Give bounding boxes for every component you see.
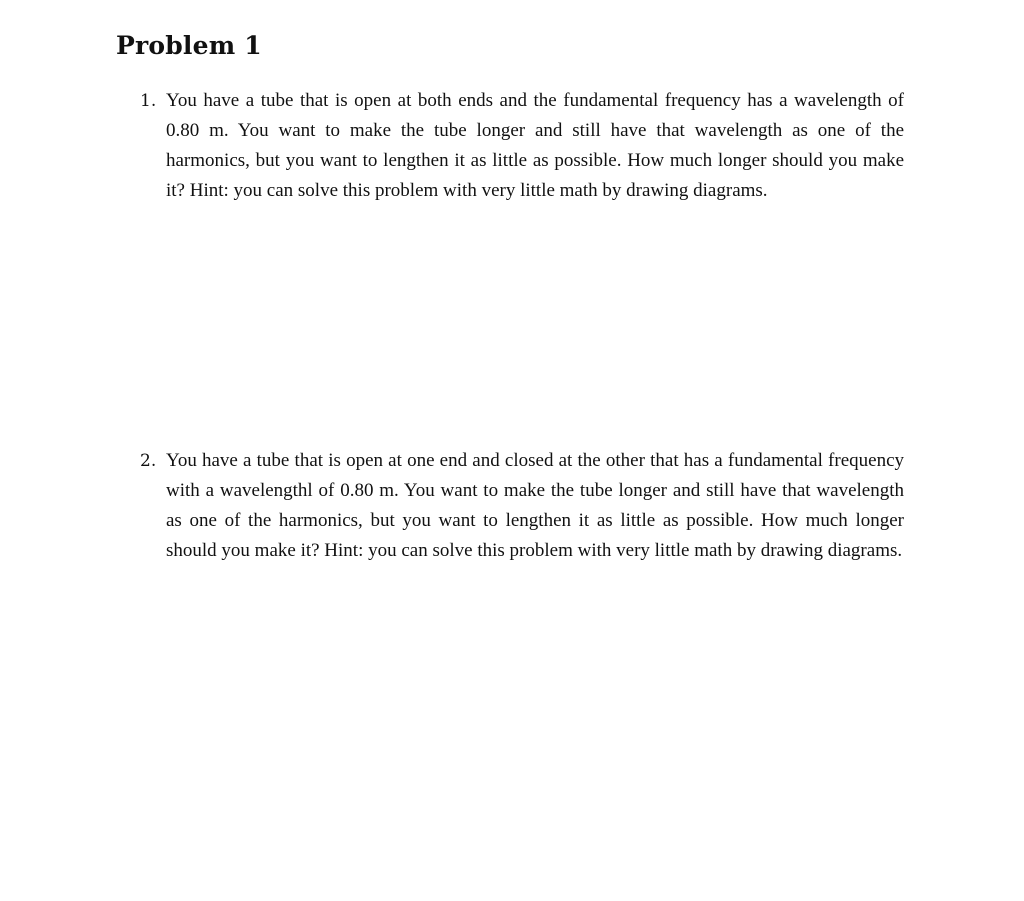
page-title: Problem 1 (116, 31, 262, 60)
problem-number: 2. (140, 451, 157, 471)
problem-text: You have a tube that is open at one end and closed at the other that has a fundamental frequency with a wavelengthl of 0.80 m. You want to make the tube longer and still have that wavelength as one of the harmonics, but you want to lengthen it as little as possible. How much longer should you make it? Hint: you can solve this problem with very little math by drawing diagrams. (166, 450, 904, 561)
problem-number: 1. (140, 91, 157, 111)
problem-text: You have a tube that is open at both ends and the fundamental frequency has a wavelength of 0.80 m. You want to make the tube longer and still have that wavelength as one of the harmonics, but you want to lengthen it as little as possible. How much longer should you make it? Hint: you can solve this problem with very little math by drawing diagrams. (166, 90, 904, 201)
